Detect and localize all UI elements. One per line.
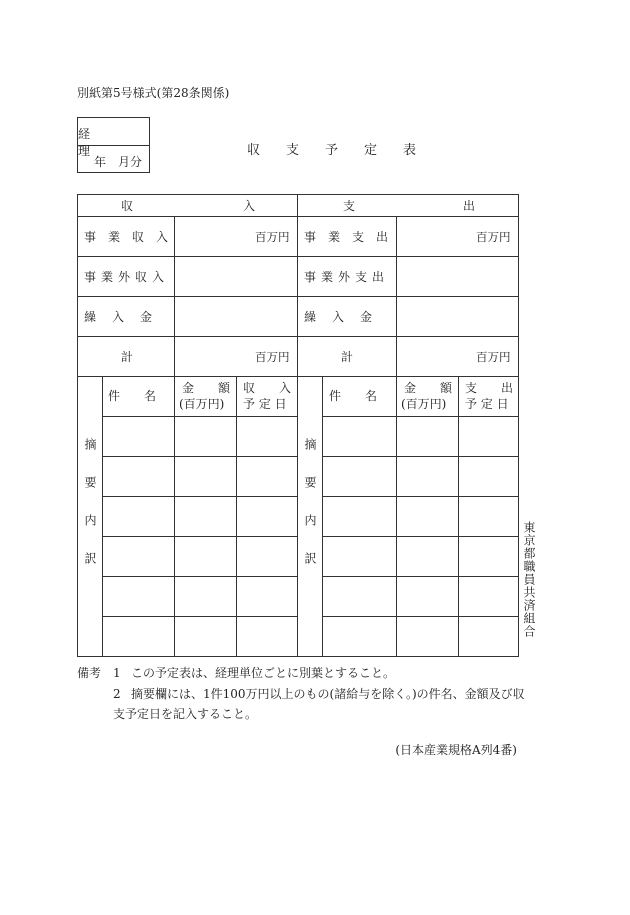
- income-detail-side-label: 摘要内訳: [83, 438, 97, 590]
- expense-row-label: 事業支出: [304, 230, 401, 244]
- expense-detail-amount-header: 金 額: [404, 381, 453, 395]
- expense-total-unit: 百万円: [476, 350, 511, 364]
- note-2-text: 摘要欄には、1件100万円以上のもの(諸給与を除く。)の件名、金額及び収: [131, 687, 525, 701]
- expense-detail-amount-unit: (百万円): [401, 397, 447, 411]
- note-2-number: 2: [113, 687, 121, 701]
- note-2-text-cont: 支予定日を記入すること。: [113, 707, 258, 721]
- accounting-label: 経 理: [78, 127, 123, 158]
- expense-detail-side-label: 摘要内訳: [303, 438, 317, 590]
- income-row-unit: 百万円: [255, 230, 290, 244]
- note-1-number: 1: [113, 666, 121, 680]
- income-total-unit: 百万円: [255, 350, 290, 364]
- income-total-label: 計: [121, 350, 134, 364]
- expense-row-label: 事業外支出: [304, 270, 390, 284]
- expense-row-unit: 百万円: [476, 230, 511, 244]
- expense-row-label: 繰 入 金: [304, 310, 375, 324]
- income-detail-item-header: 件 名: [108, 389, 157, 403]
- income-detail-date-header-2: 予 定 日: [243, 397, 287, 411]
- expense-total-label: 計: [341, 350, 354, 364]
- notes-label: 備考: [77, 666, 102, 680]
- income-header-2: 入: [243, 199, 256, 213]
- side-organization: 東京都職員共済組合: [522, 521, 536, 638]
- income-row-label: 繰 入 金: [84, 310, 155, 324]
- income-detail-date-header: 収 入: [243, 381, 292, 395]
- note-1-text: この予定表は、経理単位ごとに別葉とすること。: [131, 666, 396, 680]
- income-detail-amount-unit: (百万円): [179, 397, 225, 411]
- income-row-label: 事業収入: [84, 230, 181, 244]
- expense-header-1: 支: [343, 199, 356, 213]
- income-header-1: 収: [121, 199, 134, 213]
- month-label: 年 月分: [94, 155, 143, 169]
- form-title: 収支予定表: [247, 143, 443, 158]
- expense-detail-item-header: 件 名: [329, 389, 378, 403]
- expense-header-2: 出: [463, 199, 476, 213]
- income-row-label: 事業外収入: [84, 270, 170, 284]
- expense-detail-date-header-2: 予 定 日: [465, 397, 509, 411]
- expense-detail-date-header: 支 出: [465, 381, 514, 395]
- paper-standard: (日本産業規格A列4番): [395, 743, 517, 757]
- income-detail-amount-header: 金 額: [182, 381, 231, 395]
- form-id: 別紙第5号様式(第28条関係): [77, 86, 230, 100]
